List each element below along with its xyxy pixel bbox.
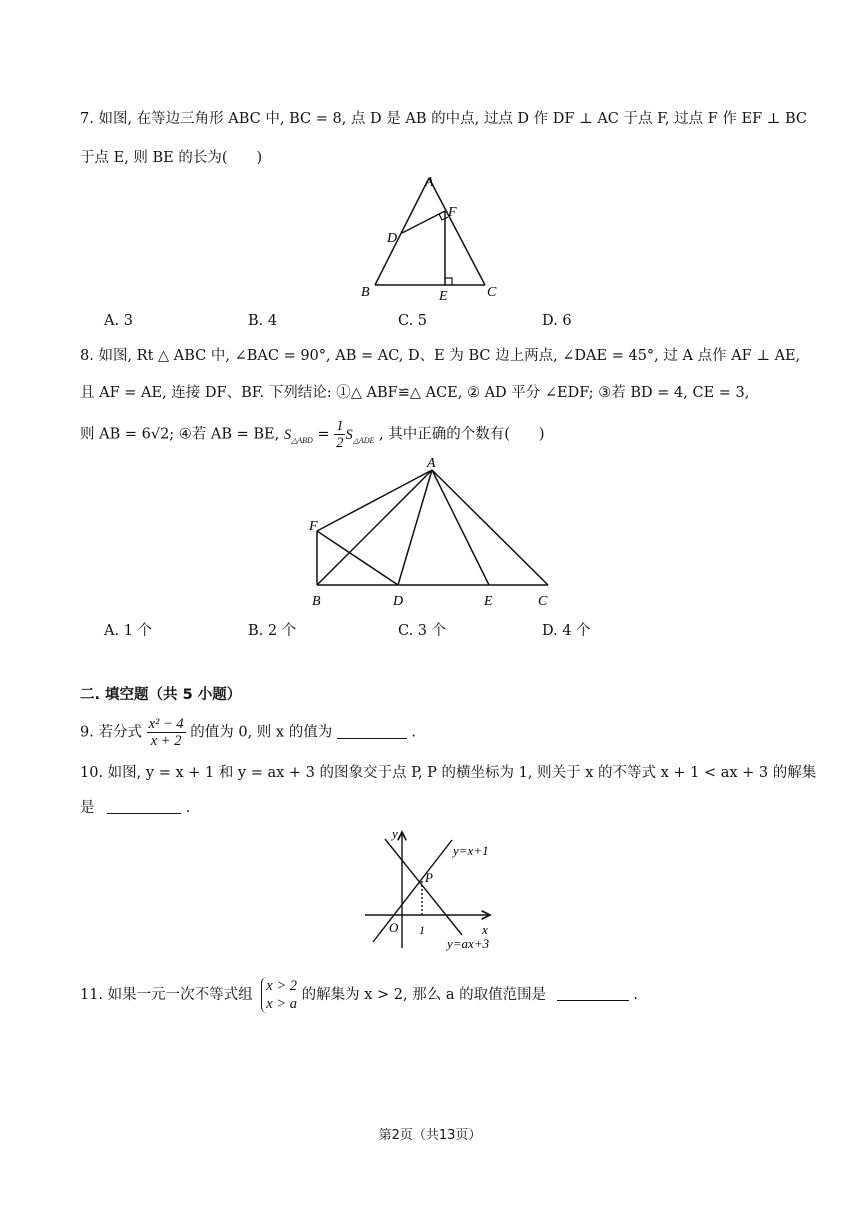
q7-label-C: C: [487, 285, 497, 300]
q10-line2-label: y=ax+3: [447, 936, 490, 951]
q8-figure: [300, 454, 570, 610]
q11-end: .: [633, 987, 638, 1003]
q8-half: $\frac{1}{2}$: [336, 418, 344, 451]
q9-prefix: 9. 若分式: [80, 724, 142, 741]
q8-label-E: E: [484, 594, 493, 609]
q8-line2: 且 AF = AE, 连接 DF、BF. 下列结论: ①△ ABF≌△ ACE, ② AD 平分 ∠EDF; ③若 BD = 4, CE = 3,: [80, 385, 750, 401]
q8-option-d[interactable]: D. 4 个: [542, 623, 591, 639]
q10-end: .: [185, 800, 191, 816]
q10-origin-label: O: [389, 920, 399, 935]
q7-option-a[interactable]: A. 3: [104, 313, 133, 329]
q8-line1: 8. 如图, Rt △ ABC 中, ∠BAC = 90°, AB = AC, D、E 为 BC 边上两点, ∠DAE = 45°, 过 A 点作 AF ⊥ AE,: [80, 348, 801, 364]
q7-label-A: A: [425, 175, 434, 190]
q7-line2: 于点 E, 则 BE 的长为( ): [80, 150, 263, 166]
q8-label-F: F: [309, 519, 318, 534]
q8-line3-a: 则 AB = 6√2; ④若 AB = BE,: [80, 426, 280, 443]
q11-answer-blank[interactable]: [557, 986, 629, 1001]
q8-line3-b: , 其中正确的个数有( ): [379, 426, 545, 443]
page-footer: 第2页（共13页）: [378, 1128, 482, 1143]
q7-label-B: B: [361, 285, 370, 300]
q11-prefix: 11. 如果一元一次不等式组: [80, 987, 253, 1003]
q8-label-A: A: [427, 456, 436, 471]
q11-middle: 的解集为 x > 2, 那么 a 的取值范围是: [301, 987, 547, 1003]
q9-fraction: $\frac{\text{x² − 4}}{x + 2}$: [148, 716, 184, 749]
q11-line: [80, 975, 638, 1015]
q10-graph: [355, 820, 510, 955]
q9-end: .: [411, 724, 417, 741]
q8-area-ade: $S_{\triangle ADE}$: [345, 426, 375, 445]
q10-y-axis-label: y: [392, 826, 398, 841]
q7-label-E: E: [439, 289, 448, 304]
q9-suffix: 的值为 0, 则 x 的值为: [190, 724, 333, 741]
q10-prefix: 是: [80, 800, 95, 816]
q7-label-F: F: [448, 205, 457, 220]
q8-area-abd: $S_{\triangle ABD}$: [283, 426, 313, 445]
q8-option-a[interactable]: A. 1 个: [104, 623, 153, 639]
q10-line1-label: y=x+1: [453, 843, 489, 858]
q8-label-D: D: [393, 594, 404, 609]
section-title: 二. 填空题（共 5 小题）: [80, 687, 242, 703]
q7-line1: 7. 如图, 在等边三角形 ABC 中, BC = 8, 点 D 是 AB 的中点, 过点 D 作 DF ⊥ AC 于点 F, 过点 F 作 EF ⊥ BC: [80, 111, 808, 127]
q8-option-c[interactable]: C. 3 个: [398, 623, 447, 639]
q10-line1: 10. 如图, y = x + 1 和 y = ax + 3 的图象交于点 P, P 的横坐标为 1, 则关于 x 的不等式 x + 1 < ax + 3 的解集: [80, 765, 817, 781]
q8-option-b[interactable]: B. 2 个: [248, 623, 297, 639]
q10-point-p-label: P: [425, 870, 433, 885]
q9-line: [80, 716, 416, 749]
q8-label-B: B: [312, 594, 321, 609]
q10-answer-blank[interactable]: [107, 799, 181, 814]
q10-one-label: 1: [419, 923, 425, 937]
q8-options: [104, 619, 704, 639]
q7-option-d[interactable]: D. 6: [542, 313, 572, 329]
q7-option-c[interactable]: C. 5: [398, 313, 428, 329]
q10-x-axis-label: x: [482, 922, 488, 937]
q8-equals: =: [317, 426, 330, 443]
q7-option-b[interactable]: B. 4: [248, 313, 278, 329]
q7-options: [104, 313, 704, 333]
q9-answer-blank[interactable]: [337, 724, 407, 739]
q8-line3: [80, 418, 545, 453]
q11-system: x > 2 x > a: [261, 977, 297, 1013]
q10-line2: [80, 798, 190, 818]
q7-label-D: D: [387, 231, 398, 246]
q8-label-C: C: [538, 594, 548, 609]
q7-figure: [355, 168, 505, 308]
